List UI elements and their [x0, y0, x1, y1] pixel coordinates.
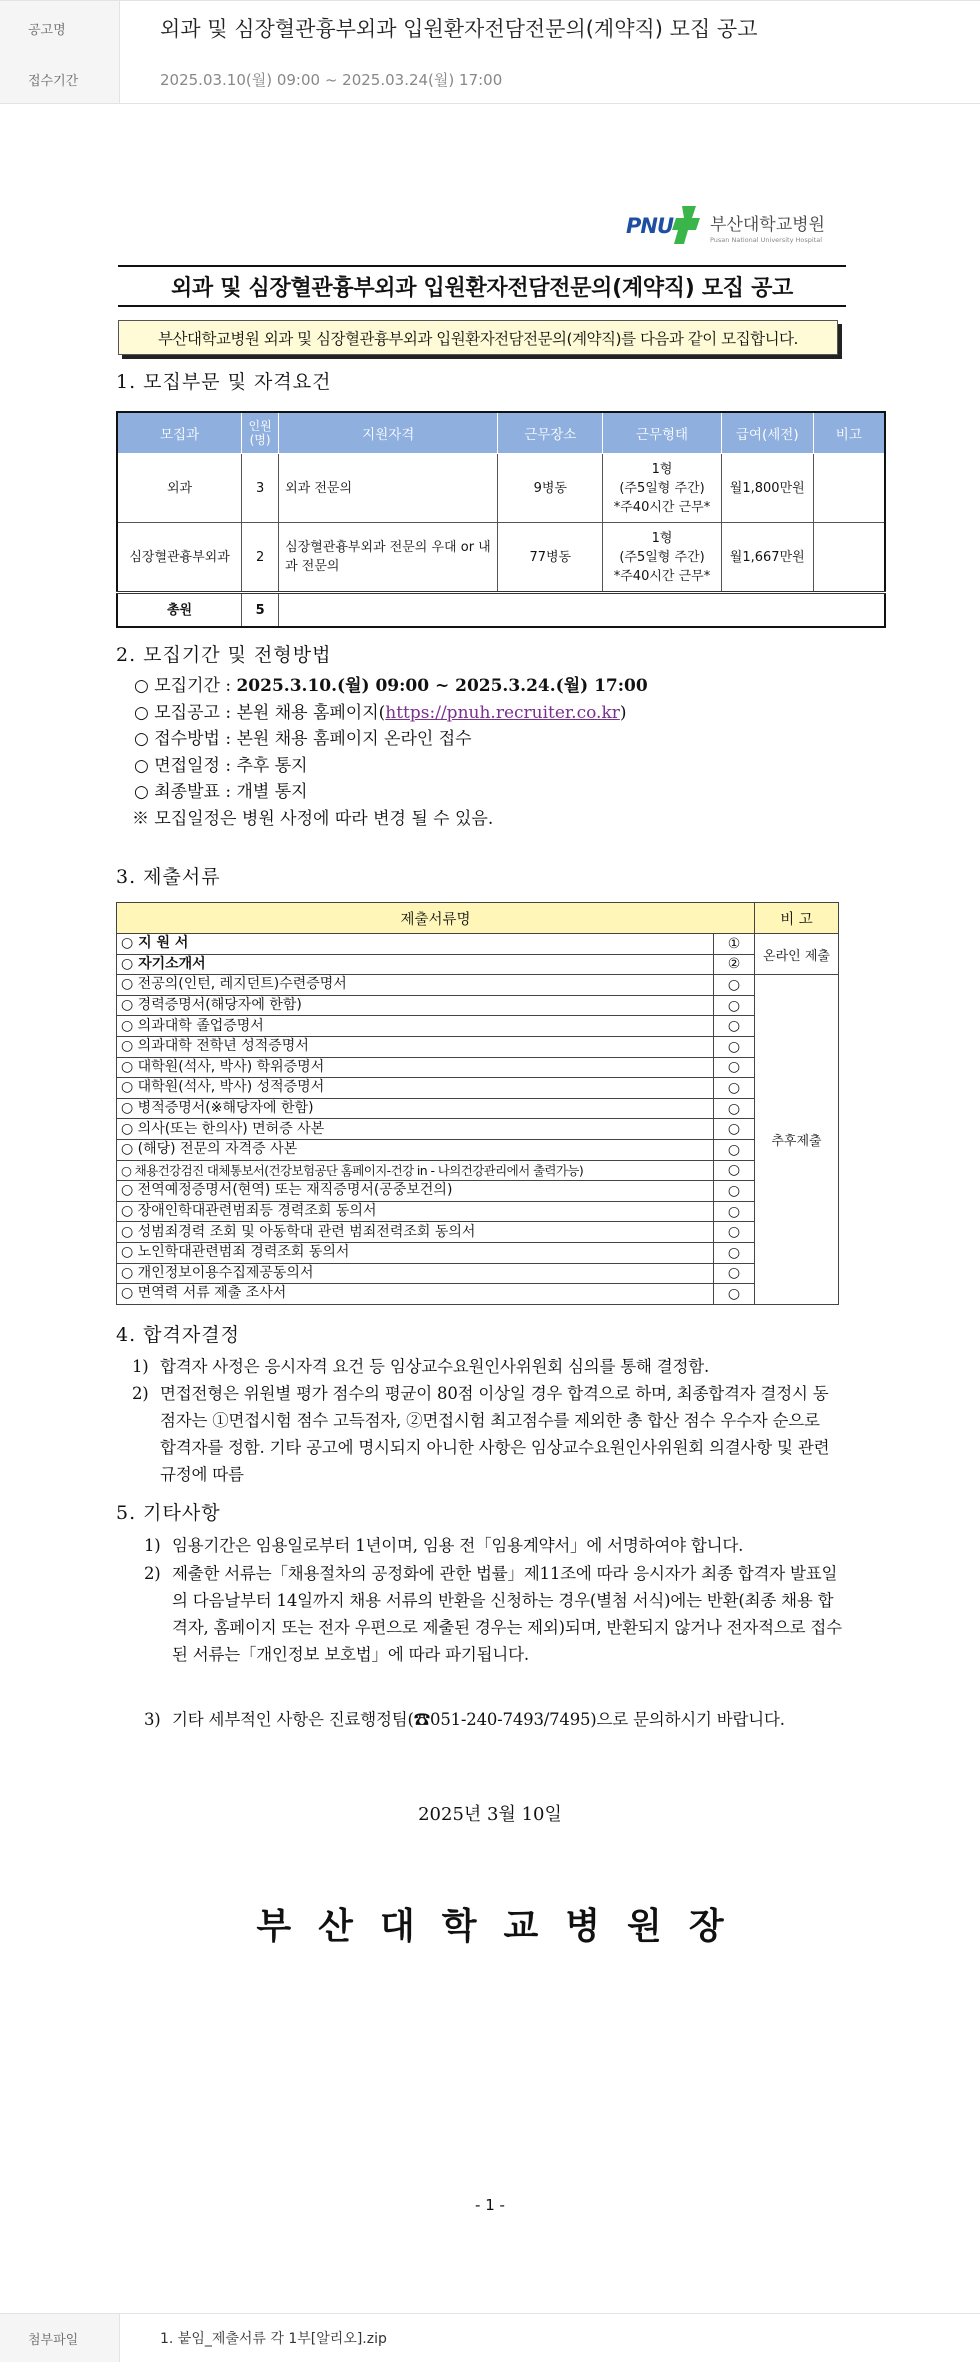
table-row — [117, 954, 839, 975]
pnu-logo-mark — [626, 206, 704, 248]
attachment-row — [0, 2313, 980, 2362]
table-row — [117, 1263, 839, 1284]
documents-header — [117, 903, 839, 934]
type-line: 1형 — [651, 461, 673, 477]
table-row — [117, 1201, 839, 1222]
notice-title-row — [0, 0, 980, 56]
section5-heading: 5. 기타사항 — [116, 1502, 221, 1524]
logo-name-ko: 부산대학교병원 — [710, 215, 825, 235]
cell-qual: 외과 전문의 — [279, 454, 498, 523]
doc-title: 외과 및 심장혈관흉부외과 입원환자전담전문의(계약직) 모집 공고 — [170, 275, 793, 301]
hospital-logo — [626, 206, 825, 248]
doc-mark: ○ — [714, 1181, 755, 1202]
doc-name: ○ 대학원(석사, 박사) 성적증명서 — [117, 1078, 714, 1099]
col-dept: 모집과 — [117, 412, 242, 454]
table-row — [117, 995, 839, 1016]
col-doc-note: 비 고 — [755, 903, 839, 934]
doc-name: ○ 의과대학 졸업증명서 — [117, 1016, 714, 1037]
table-row — [117, 1139, 839, 1160]
doc-name: ○ 자기소개서 — [117, 954, 714, 975]
logo-name-en: Pusan National University Hospital — [710, 236, 823, 244]
section4-heading: 4. 합격자결정 — [116, 1324, 240, 1346]
cell-type — [603, 454, 722, 523]
doc-mark: ○ — [714, 1263, 755, 1284]
doc-name: ○ 개인정보이용수집제공동의서 — [117, 1263, 714, 1284]
doc-name: ○ 전역예정증명서(현역) 또는 재직증명서(공중보건의) — [117, 1181, 714, 1202]
table-row — [117, 934, 839, 955]
item-text: 제출한 서류는「채용절차의 공정화에 관한 법률」제11조에 따라 응시자가 최종 합격자 발표일의 다음날부터 14일까지 채용 서류의 반환을 신청하는 경우(별첨 서식)에는 반환(최종 채용 합격자, 홈페이지 또는 전자 우편으로 제출된 경우는 제외)되며, 반환되지 않거나 전자적으로 접수된 서류는「개인정보 보호법」에 따라 파기됩니다. — [172, 1564, 842, 1664]
doc-mark: ○ — [714, 1160, 755, 1181]
item-number: 2) — [144, 1564, 161, 1583]
col-place: 근무장소 — [498, 412, 603, 454]
doc-mark: ○ — [714, 1242, 755, 1263]
doc-mark: ○ — [714, 1036, 755, 1057]
list-item: ○ 면접일정 : 추후 통지 — [134, 755, 308, 776]
col-count: 인원 (명) — [242, 412, 279, 454]
doc-name: ○ 경력증명서(해당자에 한함) — [117, 995, 714, 1016]
table-row — [117, 523, 885, 593]
total-blank — [279, 593, 885, 628]
notice-period-label: 접수기간 — [0, 55, 120, 103]
cell-dept: 외과 — [117, 454, 242, 523]
doc-name: ○ 의과대학 전학년 성적증명서 — [117, 1036, 714, 1057]
misc-item — [144, 1706, 844, 1733]
doc-name: ○ 노인학대관련범죄 경력조회 동의서 — [117, 1242, 714, 1263]
cell-place: 77병동 — [498, 523, 603, 593]
section1-heading: 1. 모집부문 및 자격요건 — [116, 371, 332, 393]
col-pay: 급여(세전) — [721, 412, 813, 454]
item-number: 1) — [144, 1536, 161, 1555]
decision-item — [132, 1380, 840, 1488]
recruit-table-header — [117, 412, 885, 454]
type-line: *주40시간 근무* — [613, 568, 711, 584]
type-line: (주5일형 주간) — [619, 480, 705, 496]
list-item: ○ 최종발표 : 개별 통지 — [134, 782, 308, 802]
col-type: 근무형태 — [603, 412, 722, 454]
online-note: 온라인 제출 — [755, 934, 839, 975]
cell-type — [603, 523, 722, 593]
table-row — [117, 1181, 839, 1202]
logo-pnu-text: PNU — [626, 214, 674, 238]
doc-mark: ○ — [714, 1057, 755, 1078]
attachment-label: 첨부파일 — [0, 2314, 120, 2362]
documents-table — [116, 902, 839, 1305]
cell-dept: 심장혈관흉부외과 — [117, 523, 242, 593]
signature: 부산대학교병원장 — [256, 1906, 751, 1947]
intro-text: 부산대학교병원 외과 및 심장혈관흉부외과 입원환자전담전문의(계약직)를 다음과 같이 모집합니다. — [158, 329, 798, 348]
table-row — [117, 1098, 839, 1119]
cell-note — [813, 523, 885, 593]
notice-period-row — [0, 55, 980, 104]
table-row — [117, 975, 839, 996]
col-qual: 지원자격 — [279, 412, 498, 454]
cell-count: 2 — [242, 523, 279, 593]
total-label: 총원 — [117, 593, 242, 628]
notice-date: 2025년 3월 10일 — [418, 1804, 562, 1825]
type-line: 1형 — [651, 530, 673, 546]
table-row — [117, 454, 885, 523]
table-row — [117, 1242, 839, 1263]
notice-title-label: 공고명 — [0, 1, 120, 55]
attachment-file-link[interactable]: 1. 붙임_제출서류 각 1부[알리오].zip — [160, 2331, 387, 2347]
section3-heading: 3. 제출서류 — [116, 866, 221, 888]
cell-pay: 월1,667만원 — [721, 523, 813, 593]
recruit-table — [116, 411, 886, 628]
item-number: 1) — [132, 1357, 149, 1376]
section2-heading: 2. 모집기간 및 전형방법 — [116, 644, 332, 666]
table-row — [117, 1119, 839, 1140]
doc-mark: ○ — [714, 1139, 755, 1160]
later-note: 추후제출 — [755, 975, 839, 1305]
schedule-note: ※ 모집일정은 병원 사정에 따라 변경 될 수 있음. — [132, 808, 494, 829]
table-row — [117, 1016, 839, 1037]
col-note: 비고 — [813, 412, 885, 454]
decision-item — [132, 1353, 840, 1380]
item-text: 면접전형은 위원별 평가 점수의 평균이 80점 이상일 경우 합격으로 하며, 최종합격자 결정시 동점자는 ①면접시험 점수 고득점자, ②면접시험 최고점수를 제외한 총 합산 점수 우수자 순으로 합격자를 정함. 기타 공고에 명시되지 아니한 사항은 임상교수요원인사위원회 의결사항 및 관련규정에 따름 — [160, 1384, 830, 1484]
page-number: - 1 - — [475, 2196, 505, 2214]
doc-name: ○ 채용건강검진 대체통보서(건강보험공단 홈페이지-건강 in - 나의건강관리에서 출력가능) — [117, 1160, 714, 1181]
doc-mark: ○ — [714, 1201, 755, 1222]
doc-mark: ○ — [714, 1098, 755, 1119]
item-text: 기타 세부적인 사항은 진료행정팀(☎051-240-7493/7495)으로 문의하시기 바랍니다. — [172, 1710, 785, 1729]
list-item: ○ 모집공고 : 본원 채용 홈페이지(https://pnuh.recruiter.co.kr) — [134, 702, 627, 723]
table-row — [117, 1160, 839, 1181]
doc-mark: ○ — [714, 1222, 755, 1243]
doc-title-box — [118, 265, 846, 307]
list-item: ○ 모집기간 : 2025.3.10.(월) 09:00 ~ 2025.3.24.(월) 17:00 — [134, 676, 648, 696]
doc-mark: ○ — [714, 1119, 755, 1140]
doc-name: ○ 장애인학대관련범죄등 경력조회 동의서 — [117, 1201, 714, 1222]
doc-name: ○ 면역력 서류 제출 조사서 — [117, 1284, 714, 1305]
list-item: ○ 접수방법 : 본원 채용 홈페이지 온라인 접수 — [134, 729, 472, 749]
table-row — [117, 1057, 839, 1078]
doc-mark: ○ — [714, 975, 755, 996]
recruit-site-link[interactable]: https://pnuh.recruiter.co.kr — [385, 702, 620, 723]
doc-name: ○ 병적증명서(※해당자에 한함) — [117, 1098, 714, 1119]
item-number: 2) — [132, 1384, 149, 1403]
cell-qual: 심장혈관흉부외과 전문의 우대 or 내과 전문의 — [279, 523, 498, 593]
total-count: 5 — [242, 593, 279, 628]
table-row — [117, 1036, 839, 1057]
item-number: 3) — [144, 1710, 161, 1729]
notice-period: 2025.03.10(월) 09:00 ~ 2025.03.24(월) 17:00 — [160, 70, 503, 89]
table-row — [117, 1284, 839, 1305]
cross-logo-icon — [672, 206, 700, 244]
total-row — [117, 593, 885, 628]
schedule-list — [134, 673, 648, 832]
doc-mark: ○ — [714, 1284, 755, 1305]
cell-count: 3 — [242, 454, 279, 523]
item-text: 임용기간은 임용일로부터 1년이며, 임용 전「임용계약서」에 서명하여야 합니다. — [172, 1536, 744, 1555]
table-row — [117, 1078, 839, 1099]
doc-mark: ○ — [714, 1078, 755, 1099]
doc-mark: ① — [714, 934, 755, 955]
misc-item — [144, 1532, 844, 1559]
cell-place: 9병동 — [498, 454, 603, 523]
cell-pay: 월1,800만원 — [721, 454, 813, 523]
doc-mark: ○ — [714, 1016, 755, 1037]
cell-note — [813, 454, 885, 523]
intro-box — [118, 320, 838, 355]
doc-mark: ② — [714, 954, 755, 975]
type-line: *주40시간 근무* — [613, 499, 711, 515]
col-doc-name: 제출서류명 — [117, 903, 755, 934]
notice-title: 외과 및 심장혈관흉부외과 입원환자전담전문의(계약직) 모집 공고 — [160, 17, 758, 41]
doc-name: ○ 전공의(인턴, 레지던트)수련증명서 — [117, 975, 714, 996]
misc-item — [144, 1560, 844, 1668]
doc-mark: ○ — [714, 995, 755, 1016]
doc-name: ○ 지 원 서 — [117, 934, 714, 955]
doc-name: ○ (해당) 전문의 자격증 사본 — [117, 1139, 714, 1160]
doc-name: ○ 의사(또는 한의사) 면허증 사본 — [117, 1119, 714, 1140]
item-text: 합격자 사정은 응시자격 요건 등 임상교수요원인사위원회 심의를 통해 결정함. — [160, 1357, 710, 1376]
doc-name: ○ 성범죄경력 조회 및 아동학대 관련 범죄전력조회 동의서 — [117, 1222, 714, 1243]
type-line: (주5일형 주간) — [619, 549, 705, 565]
doc-name: ○ 대학원(석사, 박사) 학위증명서 — [117, 1057, 714, 1078]
table-row — [117, 1222, 839, 1243]
